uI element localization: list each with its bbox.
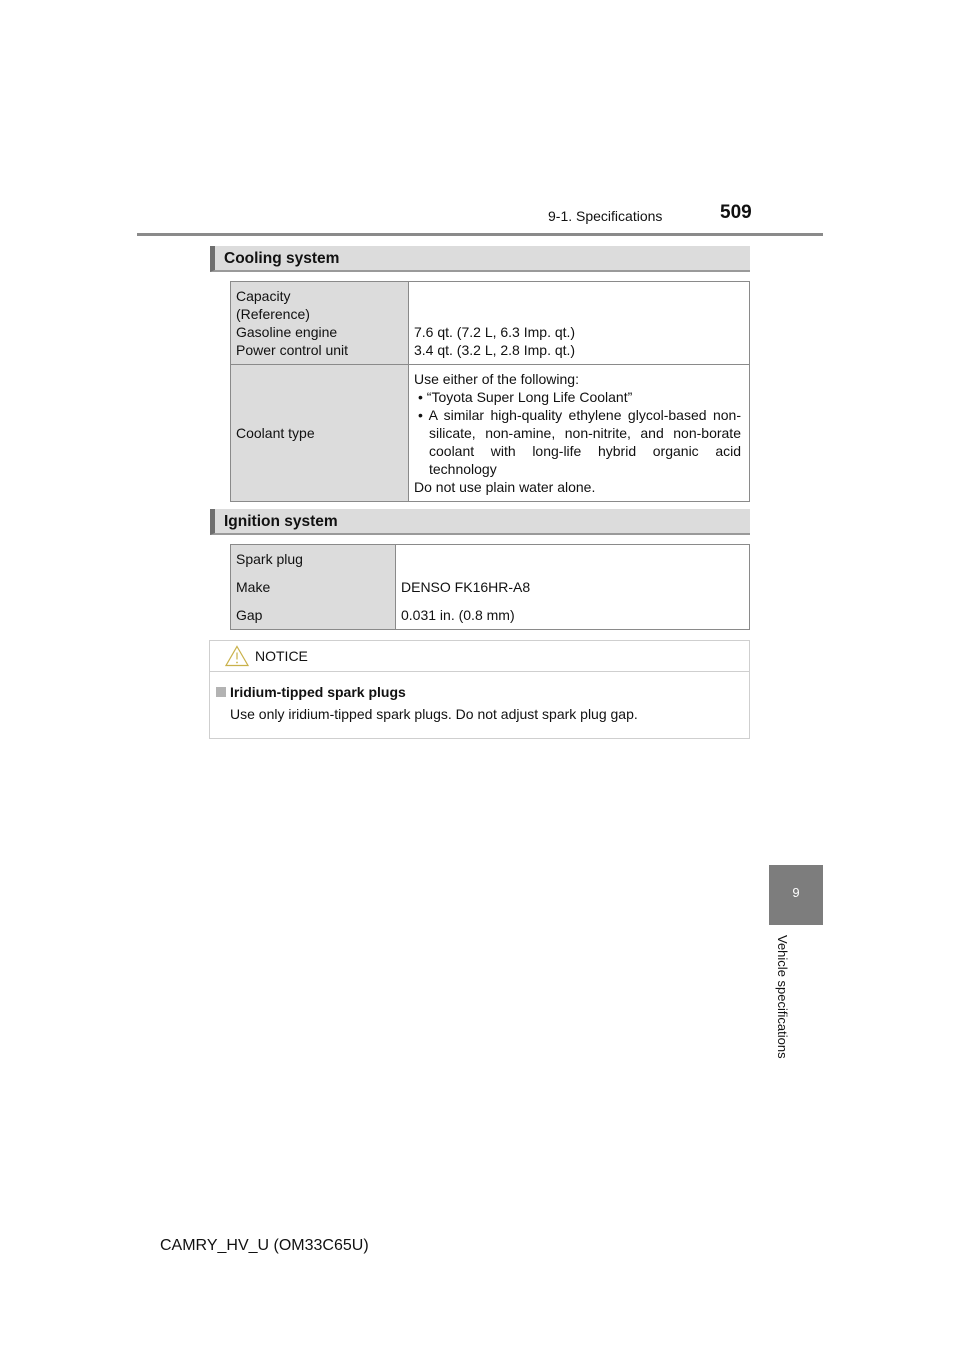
coolant-type-value-cell <box>409 365 750 502</box>
footer-model-code: CAMRY_HV_U (OM33C65U) <box>160 1237 369 1254</box>
ignition-section-heading <box>210 509 750 535</box>
table-row <box>231 282 750 365</box>
square-bullet-icon <box>216 687 226 697</box>
notice-header <box>210 641 749 672</box>
coolant-bullet-2: • A similar high-quality ethylene glycol-based non-silicate, non-amine, non-nitrite, and non-borate coolant with long-life hybrid organic acid technology <box>418 407 741 477</box>
chapter-tab <box>769 865 823 925</box>
chapter-number: 9 <box>792 885 800 900</box>
cooling-section-title: Cooling system <box>224 250 340 267</box>
header-section-title: 9-1. Specifications <box>548 208 663 224</box>
notice-subtitle: Iridium-tipped spark plugs <box>230 684 406 700</box>
ignition-value-cell <box>396 545 750 630</box>
header-rule <box>137 233 823 236</box>
capacity-label-cell <box>231 282 409 365</box>
cooling-section-heading <box>210 246 750 272</box>
table-row <box>231 365 750 502</box>
notice-title: NOTICE <box>255 648 308 664</box>
power-control-unit-label: Power control unit <box>236 342 349 358</box>
power-control-unit-capacity: 3.4 qt. (3.2 L, 2.8 Imp. qt.) <box>414 342 576 358</box>
coolant-intro: Use either of the following: <box>414 371 579 387</box>
coolant-warning-line: Do not use plain water alone. <box>414 479 596 495</box>
notice-box <box>209 640 750 739</box>
spark-plug-label: Spark plug <box>236 551 303 567</box>
coolant-bullet-1: • “Toyota Super Long Life Coolant” <box>418 389 633 405</box>
cooling-spec-table <box>230 281 750 502</box>
ignition-section-title: Ignition system <box>224 513 338 530</box>
gap-value: 0.031 in. (0.8 mm) <box>401 607 515 623</box>
capacity-value-cell <box>409 282 750 365</box>
ignition-spec-table <box>230 544 750 630</box>
notice-subtitle-row <box>216 684 406 700</box>
ignition-label-cell <box>231 545 396 630</box>
gasoline-engine-capacity: 7.6 qt. (7.2 L, 6.3 Imp. qt.) <box>414 324 576 340</box>
table-row <box>231 545 750 630</box>
gap-label: Gap <box>236 607 263 623</box>
notice-body: Use only iridium-tipped spark plugs. Do not adjust spark plug gap. <box>230 706 638 722</box>
coolant-type-label: Coolant type <box>231 365 409 502</box>
capacity-reference-label: (Reference) <box>236 306 310 322</box>
warning-triangle-icon <box>225 645 249 667</box>
page-number: 509 <box>720 202 752 223</box>
capacity-label: Capacity <box>236 288 291 304</box>
make-value: DENSO FK16HR-A8 <box>401 579 531 595</box>
make-label: Make <box>236 579 271 595</box>
chapter-side-label: Vehicle specifications <box>775 935 790 1059</box>
spark-plug-value <box>396 545 749 573</box>
gasoline-engine-label: Gasoline engine <box>236 324 338 340</box>
